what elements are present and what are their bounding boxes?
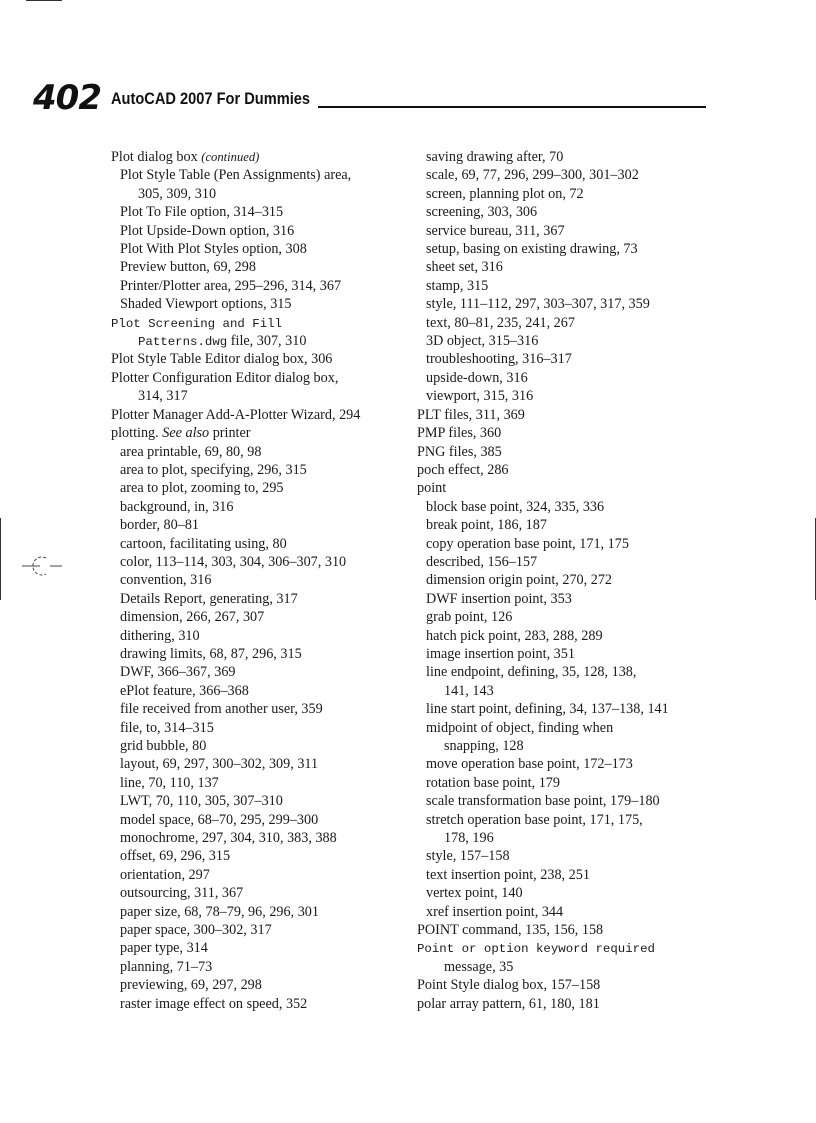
index-entry-text: monochrome, 297, 304, 310, 383, 388 xyxy=(120,830,337,847)
index-entry xyxy=(417,958,717,976)
index-entry xyxy=(111,350,411,368)
index-entry-text: Preview button, 69, 298 xyxy=(120,259,256,276)
index-entry xyxy=(111,608,411,626)
page-header xyxy=(0,78,816,118)
index-entry-text: 305, 309, 310 xyxy=(138,185,217,202)
index-entry-text: See also xyxy=(162,425,210,442)
index-entry xyxy=(111,847,411,865)
index-entry-text: PMP files, 360 xyxy=(417,425,502,442)
index-entry-text: screen, planning plot on, 72 xyxy=(426,185,584,202)
index-entry-text: upside-down, 316 xyxy=(426,369,528,386)
index-entry xyxy=(417,737,717,755)
index-entry-text: background, in, 316 xyxy=(120,498,234,515)
index-entry xyxy=(417,829,717,847)
index-entry-text: Point or option keyword required xyxy=(417,942,655,957)
index-entry-text: Details Report, generating, 317 xyxy=(120,590,298,607)
index-entry xyxy=(111,203,411,221)
index-entry xyxy=(111,755,411,773)
index-entry-text: 314, 317 xyxy=(138,388,188,405)
index-entry-text: layout, 69, 297, 300–302, 309, 311 xyxy=(120,756,319,773)
index-entry-text: grid bubble, 80 xyxy=(120,738,207,754)
index-entry xyxy=(111,148,411,166)
index-entry-text: text insertion point, 238, 251 xyxy=(426,866,590,883)
index-entry-text: Printer/Plotter area, 295–296, 314, 367 xyxy=(120,277,342,294)
index-entry xyxy=(417,719,717,737)
index-entry-text: stretch operation base point, 171, 175, xyxy=(426,811,643,828)
index-entry-text: POINT command, 135, 156, 158 xyxy=(417,922,604,939)
index-entry xyxy=(111,884,411,902)
index-entry xyxy=(111,700,411,718)
index-entry-text: copy operation base point, 171, 175 xyxy=(426,535,629,552)
index-entry-text: saving drawing after, 70 xyxy=(426,149,564,165)
index-entry xyxy=(111,222,411,240)
index-entry xyxy=(111,516,411,534)
index-column-left xyxy=(111,148,411,1013)
index-entry-text: ePlot feature, 366–368 xyxy=(120,682,249,699)
index-entry xyxy=(417,406,717,424)
index-entry-text: printer xyxy=(209,425,251,442)
index-entry-text: dimension origin point, 270, 272 xyxy=(426,572,613,589)
index-entry xyxy=(111,166,411,184)
index-entry xyxy=(111,995,411,1013)
index-entry-text: polar array pattern, 61, 180, 181 xyxy=(417,995,600,1012)
index-entry xyxy=(111,719,411,737)
index-entry xyxy=(417,387,717,405)
index-entry xyxy=(417,884,717,902)
index-entry-text: PLT files, 311, 369 xyxy=(417,406,525,423)
index-entry-text: 3D object, 315–316 xyxy=(426,333,539,350)
index-entry xyxy=(417,590,717,608)
index-entry-text: model space, 68–70, 295, 299–300 xyxy=(120,811,319,828)
index-entry-text: screening, 303, 306 xyxy=(426,204,538,221)
index-entry xyxy=(111,406,411,424)
index-entry-text: Plot Style Table Editor dialog box, 306 xyxy=(111,351,333,368)
index-entry-text: scale, 69, 77, 296, 299–300, 301–302 xyxy=(426,167,639,184)
index-entry-text: LWT, 70, 110, 305, 307–310 xyxy=(120,793,283,810)
page-number: 402 xyxy=(33,78,101,118)
index-entry-text: paper space, 300–302, 317 xyxy=(120,922,272,939)
index-entry-text: break point, 186, 187 xyxy=(426,517,547,534)
index-entry-text: Point Style dialog box, 157–158 xyxy=(417,977,601,994)
index-entry-text: style, 157–158 xyxy=(426,848,510,865)
index-entry xyxy=(111,443,411,461)
index-entry xyxy=(111,811,411,829)
index-entry xyxy=(417,645,717,663)
index-entry-text: Patterns.dwg xyxy=(138,335,228,350)
index-entry xyxy=(417,571,717,589)
index-column-right xyxy=(417,148,717,1013)
index-entry-text: Plot Screening and Fill xyxy=(111,316,283,331)
book-title: AutoCAD 2007 For Dummies xyxy=(111,89,311,108)
index-entry-text: Shaded Viewport options, 315 xyxy=(120,296,292,313)
index-entry-text: previewing, 69, 297, 298 xyxy=(120,977,262,994)
index-entry-text: hatch pick point, 283, 288, 289 xyxy=(426,627,603,644)
index-entry xyxy=(417,700,717,718)
index-entry-text: file, to, 314–315 xyxy=(120,719,214,736)
index-entry-text: offset, 69, 296, 315 xyxy=(120,848,231,865)
index-entry xyxy=(417,277,717,295)
index-entry xyxy=(417,424,717,442)
index-entry-text: text, 80–81, 235, 241, 267 xyxy=(426,314,575,331)
index-entry-text: vertex point, 140 xyxy=(426,885,523,902)
index-entry xyxy=(417,240,717,258)
index-entry xyxy=(417,332,717,350)
registration-mark-icon xyxy=(18,552,64,580)
index-entry xyxy=(417,203,717,221)
index-entry xyxy=(417,774,717,792)
index-entry xyxy=(417,148,717,166)
index-entry xyxy=(111,387,411,405)
index-entry xyxy=(417,663,717,681)
index-entry-text: rotation base point, 179 xyxy=(426,774,560,791)
index-entry-text: orientation, 297 xyxy=(120,866,210,883)
index-entry-text: convention, 316 xyxy=(120,572,212,589)
index-entry-text: Plot Style Table (Pen Assignments) area, xyxy=(120,167,352,184)
index-entry-text: area printable, 69, 80, 98 xyxy=(120,443,262,460)
index-entry xyxy=(111,903,411,921)
index-entry xyxy=(111,792,411,810)
index-entry xyxy=(417,516,717,534)
index-entry xyxy=(111,939,411,957)
index-entry xyxy=(417,903,717,921)
index-entry xyxy=(417,995,717,1013)
index-entry-text: Plot dialog box xyxy=(111,149,202,165)
index-entry xyxy=(111,369,411,387)
index-entry xyxy=(111,295,411,313)
index-entry xyxy=(417,792,717,810)
index-entry-text: block base point, 324, 335, 336 xyxy=(426,498,605,515)
index-entry xyxy=(417,369,717,387)
index-entry-text: cartoon, facilitating using, 80 xyxy=(120,535,287,552)
index-entry-text: poch effect, 286 xyxy=(417,461,509,478)
index-entry-text: style, 111–112, 297, 303–307, 317, 359 xyxy=(426,296,650,313)
index-entry xyxy=(417,811,717,829)
index-entry-text: snapping, 128 xyxy=(444,738,524,754)
index-entry xyxy=(111,627,411,645)
index-entry xyxy=(417,553,717,571)
index-entry xyxy=(111,185,411,203)
index-entry xyxy=(417,258,717,276)
index-entry-text: DWF insertion point, 353 xyxy=(426,590,572,607)
index-entry-text: DWF, 366–367, 369 xyxy=(120,664,236,681)
index-entry-text: Plotter Configuration Editor dialog box, xyxy=(111,369,339,386)
index-entry-text: area to plot, zooming to, 295 xyxy=(120,480,284,497)
index-entry xyxy=(111,682,411,700)
index-entry-text: scale transformation base point, 179–180 xyxy=(426,793,660,810)
index-entry xyxy=(111,461,411,479)
index-entry-text: color, 113–114, 303, 304, 306–307, 310 xyxy=(120,553,347,570)
index-entry xyxy=(111,663,411,681)
index-entry-text: sheet set, 316 xyxy=(426,259,503,276)
index-entry xyxy=(417,498,717,516)
index-entry xyxy=(417,921,717,939)
index-entry-text: drawing limits, 68, 87, 296, 315 xyxy=(120,645,302,662)
index-entry xyxy=(417,755,717,773)
index-entry xyxy=(417,682,717,700)
index-entry-text: Plot To File option, 314–315 xyxy=(120,204,284,221)
index-entry-text: dimension, 266, 267, 307 xyxy=(120,609,265,626)
index-entry xyxy=(417,350,717,368)
index-entry xyxy=(417,608,717,626)
index-entry xyxy=(111,314,411,332)
index-entry xyxy=(417,479,717,497)
index-entry-text: raster image effect on speed, 352 xyxy=(120,995,308,1012)
index-entry-text: (continued) xyxy=(201,150,260,164)
index-entry xyxy=(417,535,717,553)
index-entry-text: setup, basing on existing drawing, 73 xyxy=(426,241,638,258)
index-entry xyxy=(111,976,411,994)
index-entry-text: outsourcing, 311, 367 xyxy=(120,885,244,902)
index-entry-text: dithering, 310 xyxy=(120,627,200,644)
index-entry xyxy=(111,774,411,792)
index-entry-text: paper size, 68, 78–79, 96, 296, 301 xyxy=(120,903,319,920)
index-entry-text: stamp, 315 xyxy=(426,277,489,294)
index-entry xyxy=(111,258,411,276)
index-entry xyxy=(111,498,411,516)
index-entry-text: image insertion point, 351 xyxy=(426,645,575,662)
index-entry xyxy=(111,737,411,755)
index-entry xyxy=(111,645,411,663)
index-entry-text: file received from another user, 359 xyxy=(120,701,323,718)
header-rule xyxy=(318,106,706,108)
index-entry xyxy=(417,314,717,332)
index-entry xyxy=(111,866,411,884)
index-entry-text: point xyxy=(417,480,447,497)
index-entry-text: described, 156–157 xyxy=(426,553,538,570)
index-entry-text: service bureau, 311, 367 xyxy=(426,222,565,239)
index-entry-text: border, 80–81 xyxy=(120,517,200,534)
index-entry xyxy=(111,553,411,571)
index-entry xyxy=(417,166,717,184)
index-entry-text: message, 35 xyxy=(444,958,514,975)
index-entry xyxy=(111,571,411,589)
index-entry xyxy=(111,921,411,939)
index-entry-text: line endpoint, defining, 35, 128, 138, xyxy=(426,664,637,681)
index-entry-text: Plot With Plot Styles option, 308 xyxy=(120,241,307,258)
index-entry xyxy=(417,461,717,479)
index-entry-text: grab point, 126 xyxy=(426,609,513,626)
index-entry-text: midpoint of object, finding when xyxy=(426,719,614,736)
index-entry xyxy=(417,847,717,865)
index-entry xyxy=(417,222,717,240)
index-entry-text: planning, 71–73 xyxy=(120,958,213,975)
index-entry-text: xref insertion point, 344 xyxy=(426,903,564,920)
index-entry xyxy=(417,627,717,645)
index-entry-text: viewport, 315, 316 xyxy=(426,388,534,405)
index-entry xyxy=(111,240,411,258)
margin-line-left xyxy=(0,518,1,600)
index-entry xyxy=(417,443,717,461)
index-entry-text: troubleshooting, 316–317 xyxy=(426,351,572,368)
index-entry xyxy=(111,829,411,847)
index-entry xyxy=(111,332,411,350)
crop-mark-top xyxy=(26,0,62,1)
index-entry-text: line start point, defining, 34, 137–138, 141 xyxy=(426,701,669,718)
index-entry xyxy=(417,295,717,313)
index-entry-text: Plotter Manager Add-A-Plotter Wizard, 294 xyxy=(111,406,361,423)
index-entry-text: area to plot, specifying, 296, 315 xyxy=(120,461,307,478)
index-entry xyxy=(111,590,411,608)
index-entry xyxy=(417,866,717,884)
index-entry-text: line, 70, 110, 137 xyxy=(120,774,219,791)
index-entry xyxy=(111,535,411,553)
index-entry-text: move operation base point, 172–173 xyxy=(426,756,633,773)
index-entry-text: Plot Upside-Down option, 316 xyxy=(120,222,295,239)
index-entry-text: 141, 143 xyxy=(444,682,494,699)
index-entry xyxy=(417,185,717,203)
index-entry-text: file, 307, 310 xyxy=(227,333,307,350)
index-entry xyxy=(111,479,411,497)
index-entry xyxy=(417,939,717,957)
index-entry-text: PNG files, 385 xyxy=(417,443,502,460)
index-entry xyxy=(417,976,717,994)
index-entry xyxy=(111,277,411,295)
index-entry xyxy=(111,424,411,442)
index-entry-text: plotting. xyxy=(111,425,163,442)
index-entry xyxy=(111,958,411,976)
index-entry-text: paper type, 314 xyxy=(120,940,208,957)
index-entry-text: 178, 196 xyxy=(444,830,494,847)
